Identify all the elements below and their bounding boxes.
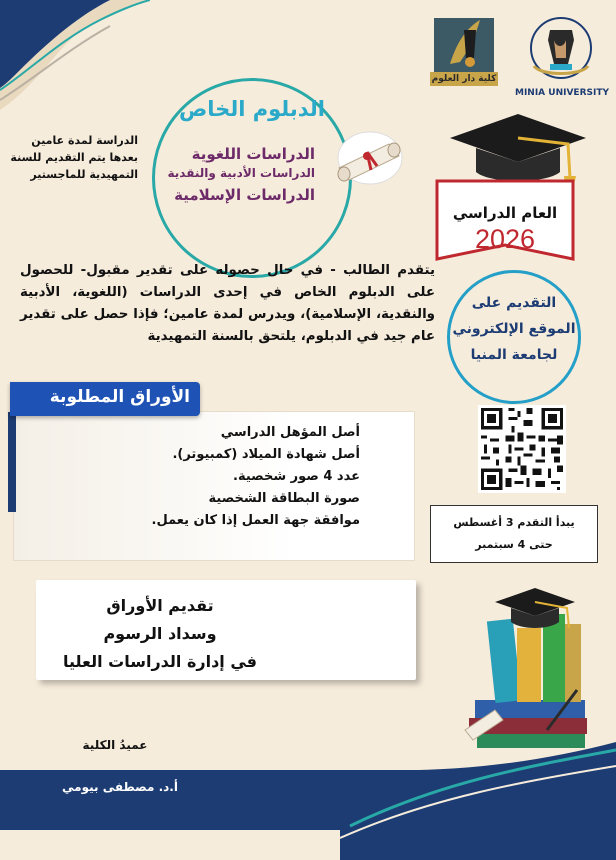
nefertiti-emblem-icon	[520, 14, 602, 84]
qr-code[interactable]	[478, 405, 566, 493]
document-item: صورة البطاقة الشخصية	[208, 491, 360, 506]
books-illustration-icon	[455, 580, 595, 760]
apply-online-text	[452, 290, 576, 368]
document-item: موافقة جهة العمل إذا كان يعمل.	[151, 513, 360, 528]
dar-al-uloom-logo	[430, 14, 498, 86]
dean-name: أ.د. مصطفى بيومي	[62, 780, 178, 794]
diploma-scroll-icon	[325, 122, 415, 188]
documents-accent-bar	[8, 412, 16, 512]
track-literary: الدراسات الأدبية والنقدية	[167, 166, 315, 180]
submission-line: تقديم الأوراق	[106, 596, 214, 615]
submission-line: في إدارة الدراسات العليا	[62, 652, 258, 671]
document-item: عدد 4 صور شخصية.	[233, 469, 360, 484]
apply-line: الموقع الإلكتروني	[452, 321, 576, 337]
duration-note	[8, 132, 138, 183]
decorative-corner-top-left	[0, 0, 150, 140]
application-end-date: حتى 4 سبتمبر	[475, 538, 553, 551]
track-islamic: الدراسات الإسلامية	[174, 186, 315, 204]
document-item: أصل المؤهل الدراسي	[220, 425, 360, 440]
academic-year-value: 2026	[474, 224, 536, 254]
program-title: الدبلوم الخاص	[179, 97, 325, 121]
document-item: أصل شهادة الميلاد (كمبيوتر).	[172, 447, 360, 462]
duration-note-line: الدراسة لمدة عامين	[31, 134, 138, 147]
college-tag: كلية دار العلوم	[431, 74, 497, 84]
documents-title: الأوراق المطلوبة	[49, 387, 190, 407]
submission-line: وسداد الرسوم	[103, 624, 217, 643]
duration-note-line: التمهيدية للماجستير	[30, 168, 138, 181]
track-linguistic: الدراسات اللغوية	[191, 145, 315, 163]
quill-emblem-icon	[430, 14, 498, 72]
university-name: MINIA UNIVERSITY	[514, 88, 609, 98]
admission-paragraph: يتقدم الطالب - في حال حصوله على تقدير مقبول- للحصول على الدبلوم الخاص في إحدى الدراسات (اللغوية، الأدبية والنقدية، الإسلامية)، ويدرس لمدة عامين؛ فإذا حصل على تقدير عام جيد في الدبلوم، يلتحق بالسنة التمهيدية	[20, 263, 435, 344]
dates-text	[432, 512, 596, 556]
submission-text	[40, 592, 280, 676]
apply-line: التقديم على	[471, 295, 557, 311]
documents-list	[30, 422, 360, 532]
duration-note-line: بعدها يتم التقديم للسنة	[10, 151, 138, 164]
minia-university-logo	[514, 14, 609, 98]
apply-line: لجامعة المنيا	[470, 347, 558, 363]
application-start-date: يبدأ التقدم 3 أغسطس	[453, 516, 575, 529]
dean-title: عميدُ الكلية	[82, 738, 148, 752]
academic-year-label: العام الدراسي	[452, 204, 558, 222]
